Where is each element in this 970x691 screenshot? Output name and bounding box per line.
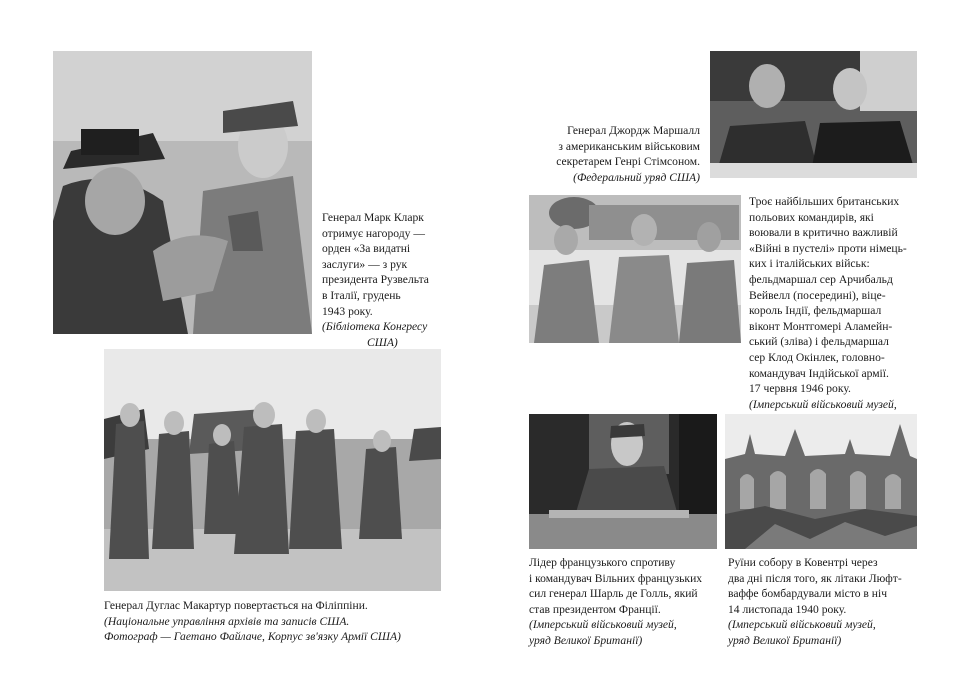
caption-clark <box>322 210 429 350</box>
caption-line: Генерал Джордж Маршалл <box>567 124 700 137</box>
caption-line: фельдмаршал сер Арчибальд <box>749 272 893 286</box>
caption-source: (Імперський військовий музей, <box>529 618 677 632</box>
photo-de-gaulle <box>529 414 717 549</box>
caption-line: Генерал Марк Кларк <box>322 211 424 224</box>
caption-source: (Національне управління архівів та записів США. <box>104 614 350 628</box>
caption-line: Троє найбільших британських <box>749 195 900 208</box>
caption-line: сил генерал Шарль де Голль, який <box>529 587 698 601</box>
caption-de-gaulle <box>529 555 702 649</box>
caption-line: командувач Індійської армії. <box>749 366 889 380</box>
caption-marshall <box>538 123 700 185</box>
caption-line: «Війні в пустелі» проти німець- <box>749 241 907 255</box>
caption-line: став президентом Франції. <box>529 602 661 616</box>
caption-line: 1943 року. <box>322 304 373 318</box>
caption-line: воювали в критично важливій <box>749 226 898 240</box>
caption-generals <box>749 194 907 428</box>
caption-line: 14 листопада 1940 року. <box>728 602 847 616</box>
caption-line: король Індії, фельдмаршал <box>749 304 882 318</box>
caption-coventry <box>728 555 902 649</box>
caption-line: 17 червня 1946 року. <box>749 382 851 396</box>
caption-line: орден «За видатні <box>322 242 411 256</box>
caption-line: Генерал Дуглас Макартур повертається на Філіппіни. <box>104 599 368 612</box>
caption-line: віконт Монтгомері Аламейн- <box>749 319 893 333</box>
caption-source: уряд Великої Британії) <box>728 633 842 647</box>
photo-clark-roosevelt-image <box>53 51 312 334</box>
photo-macarthur-landing <box>104 349 441 591</box>
caption-line: ваффе бомбардували місто в ніч <box>728 587 888 601</box>
photo-british-generals <box>529 195 741 343</box>
caption-line: заслуги» — з рук <box>322 257 408 271</box>
photo-clark-roosevelt <box>53 51 312 334</box>
caption-source: (Імперський військовий музей, <box>728 618 876 632</box>
photo-coventry-ruins-image <box>725 414 917 549</box>
caption-line: Лідер французького спротиву <box>529 556 676 569</box>
caption-line: два дні після того, як літаки Люфт- <box>728 571 902 585</box>
caption-macarthur <box>104 598 401 645</box>
caption-line: президента Рузвельта <box>322 273 429 287</box>
photo-marshall-stimson <box>710 51 917 178</box>
caption-source: (Бібліотека Конгресу <box>322 320 428 334</box>
caption-source: США) <box>367 335 398 349</box>
caption-source: уряд Великої Британії) <box>529 633 643 647</box>
caption-source: (Імперський військовий музей, <box>749 397 897 411</box>
photo-de-gaulle-image <box>529 414 717 549</box>
caption-line: з американським військовим <box>558 139 700 153</box>
caption-line: сер Клод Окінлек, головно- <box>749 350 885 364</box>
caption-line: і командувач Вільних французьких <box>529 571 703 585</box>
caption-line: в Італії, грудень <box>322 288 401 302</box>
photo-macarthur-landing-image <box>104 349 441 591</box>
caption-line: Вейвелл (посередині), віце- <box>749 288 886 302</box>
caption-line: ський (зліва) і фельдмаршал <box>749 335 889 349</box>
caption-line: ких і італійських військ: <box>749 257 870 271</box>
photo-british-generals-image <box>529 195 741 343</box>
caption-line: польових командирів, які <box>749 210 874 224</box>
photo-marshall-stimson-image <box>710 51 917 178</box>
caption-source: Фотограф — Гаетано Файлаче, Корпус зв'язку Армії США) <box>104 630 401 644</box>
photo-coventry-ruins <box>725 414 917 549</box>
caption-line: отримує нагороду — <box>322 226 425 240</box>
caption-line: секретарем Генрі Стімсоном. <box>556 155 700 169</box>
caption-line: Руїни собору в Ковентрі через <box>728 556 878 569</box>
caption-source: (Федеральний уряд США) <box>573 170 700 184</box>
